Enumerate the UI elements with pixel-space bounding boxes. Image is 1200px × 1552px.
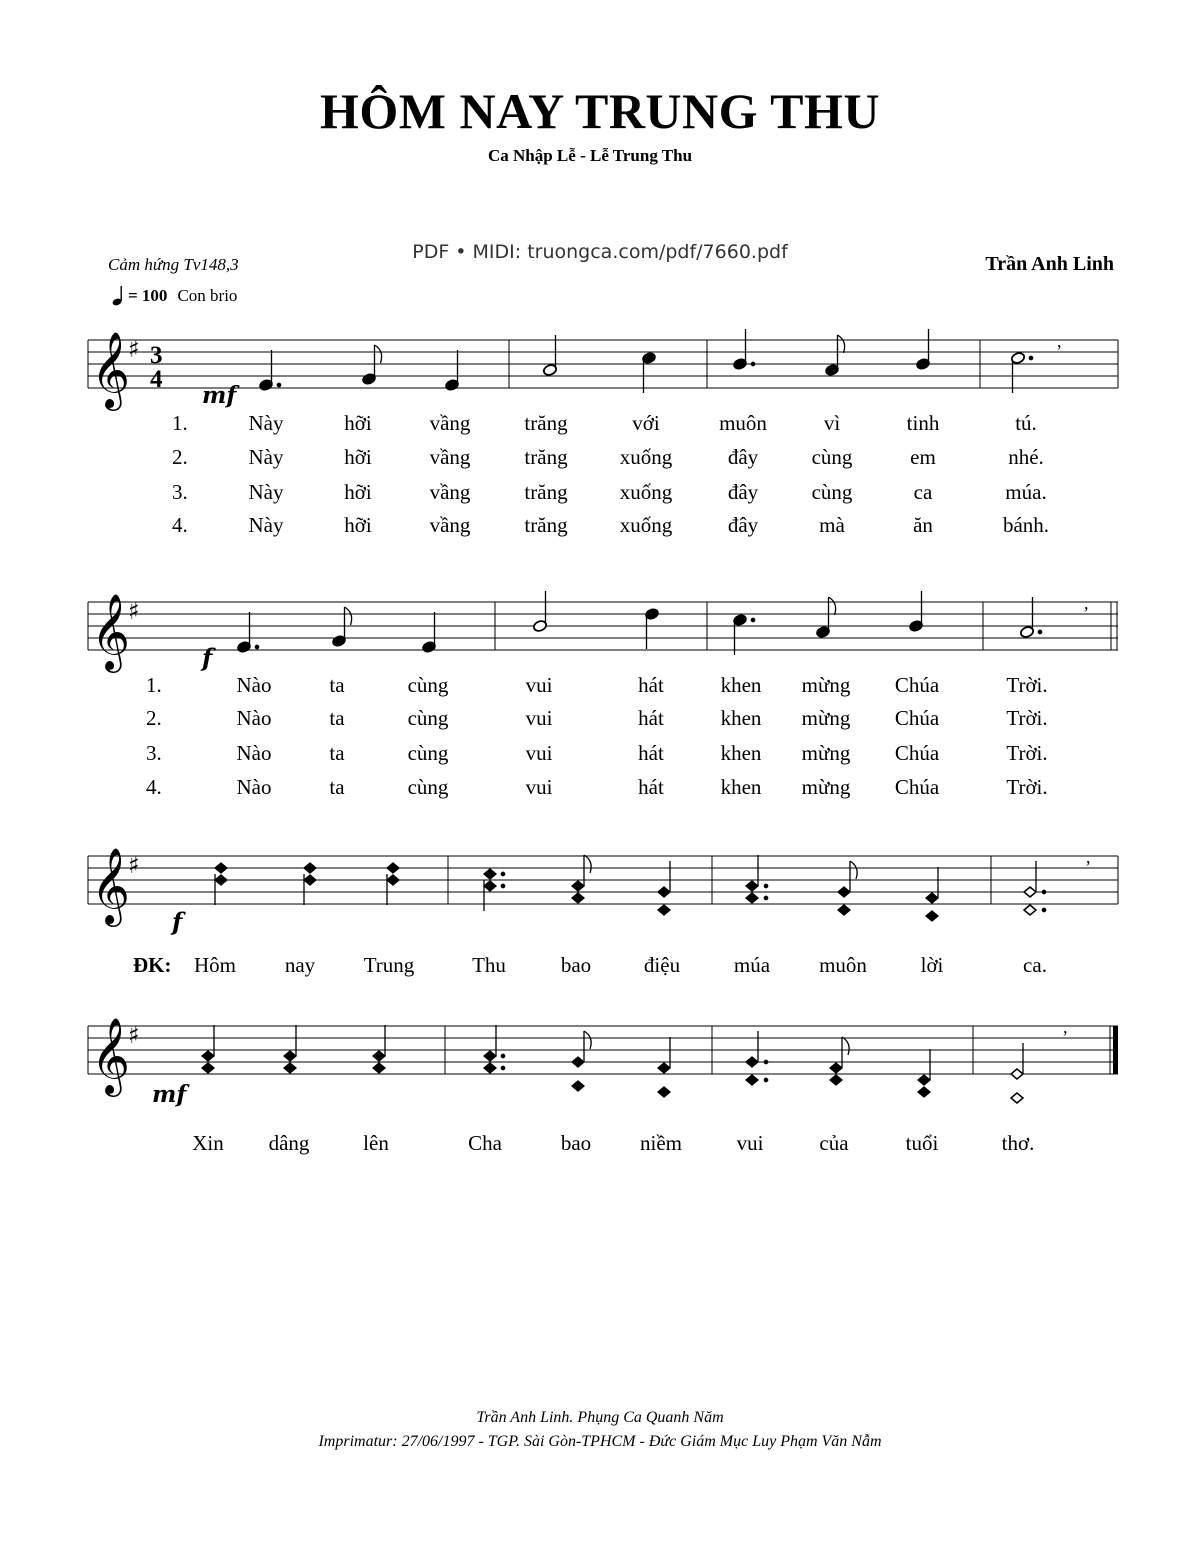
treble-clef-icon: 𝄞 xyxy=(91,593,131,670)
lyrics-verse-3: 3. Này hỡi vầng trăng xuống đây cùng ca múa. xyxy=(172,480,1047,504)
final-barline xyxy=(1113,1026,1118,1074)
dynamic-mark: mf xyxy=(202,382,237,409)
breath-mark-icon: , xyxy=(1084,593,1089,613)
tempo-marking xyxy=(112,285,237,307)
lyrics-verse-1: 1. Nào ta cùng vui hát khen mừng Chúa Trời. xyxy=(146,673,1048,697)
key-sharp-icon: ♯ xyxy=(128,335,140,363)
tempo-text: Con brio xyxy=(177,286,238,305)
breath-mark-icon: , xyxy=(1086,847,1091,867)
key-sharp-icon: ♯ xyxy=(128,1021,140,1049)
composer-name: Trần Anh Linh xyxy=(985,253,1114,275)
inspiration-note: Cảm hứng Tv148,3 xyxy=(108,255,239,274)
breath-mark-icon: , xyxy=(1063,1017,1068,1037)
footer-credit: Trần Anh Linh. Phụng Ca Quanh Năm xyxy=(476,1409,724,1426)
lyrics-refrain-1: ĐK: Hôm nay Trung Thu bao điệu múa muôn lời ca. xyxy=(133,953,1047,977)
treble-clef-icon: 𝄞 xyxy=(91,331,131,408)
treble-clef-icon: 𝄞 xyxy=(91,1017,131,1094)
refrain-label: ĐK: xyxy=(133,953,172,977)
source-link[interactable]: PDF • MIDI: truongca.com/pdf/7660.pdf xyxy=(412,241,788,263)
lyrics-verse-4: 4. Này hỡi vầng trăng xuống đây mà ăn bánh. xyxy=(172,513,1050,537)
lyrics-verse-1: 1. Này hỡi vầng trăng với muôn vì tinh tú. xyxy=(172,411,1037,435)
key-sharp-icon: ♯ xyxy=(128,851,140,879)
lyrics-verse-2: 2. Nào ta cùng vui hát khen mừng Chúa Trời. xyxy=(146,706,1048,730)
key-sharp-icon: ♯ xyxy=(128,597,140,625)
dynamic-mark: f xyxy=(202,643,213,672)
dynamic-mark: f xyxy=(172,907,183,936)
lyrics-refrain-2: Xin dâng lên Cha bao niềm vui của tuổi thơ. xyxy=(192,1131,1035,1155)
staff-system-3 xyxy=(0,836,1200,946)
time-sig-bottom: 4 xyxy=(150,366,163,393)
lyrics-verse-2: 2. Này hỡi vầng trăng xuống đây cùng em nhé. xyxy=(172,445,1044,469)
dynamic-mark: mf xyxy=(152,1081,187,1108)
song-title: HÔM NAY TRUNG THU xyxy=(320,83,880,139)
time-sig-top: 3 xyxy=(150,342,163,369)
staff-system-4 xyxy=(0,1006,1200,1116)
treble-clef-icon: 𝄞 xyxy=(91,847,131,924)
lyrics-verse-4: 4. Nào ta cùng vui hát khen mừng Chúa Trời. xyxy=(146,775,1048,799)
song-subtitle: Ca Nhập Lễ - Lễ Trung Thu xyxy=(487,146,693,165)
breath-mark-icon: , xyxy=(1057,331,1062,351)
lyrics-verse-3: 3. Nào ta cùng vui hát khen mừng Chúa Trời. xyxy=(146,741,1048,765)
tempo-bpm: = 100 xyxy=(128,286,168,305)
quarter-note-icon xyxy=(112,285,124,307)
footer-imprimatur: Imprimatur: 27/06/1997 - TGP. Sài Gòn-TPHCM - Đức Giám Mục Luy Phạm Văn Nẫm xyxy=(318,1433,882,1450)
